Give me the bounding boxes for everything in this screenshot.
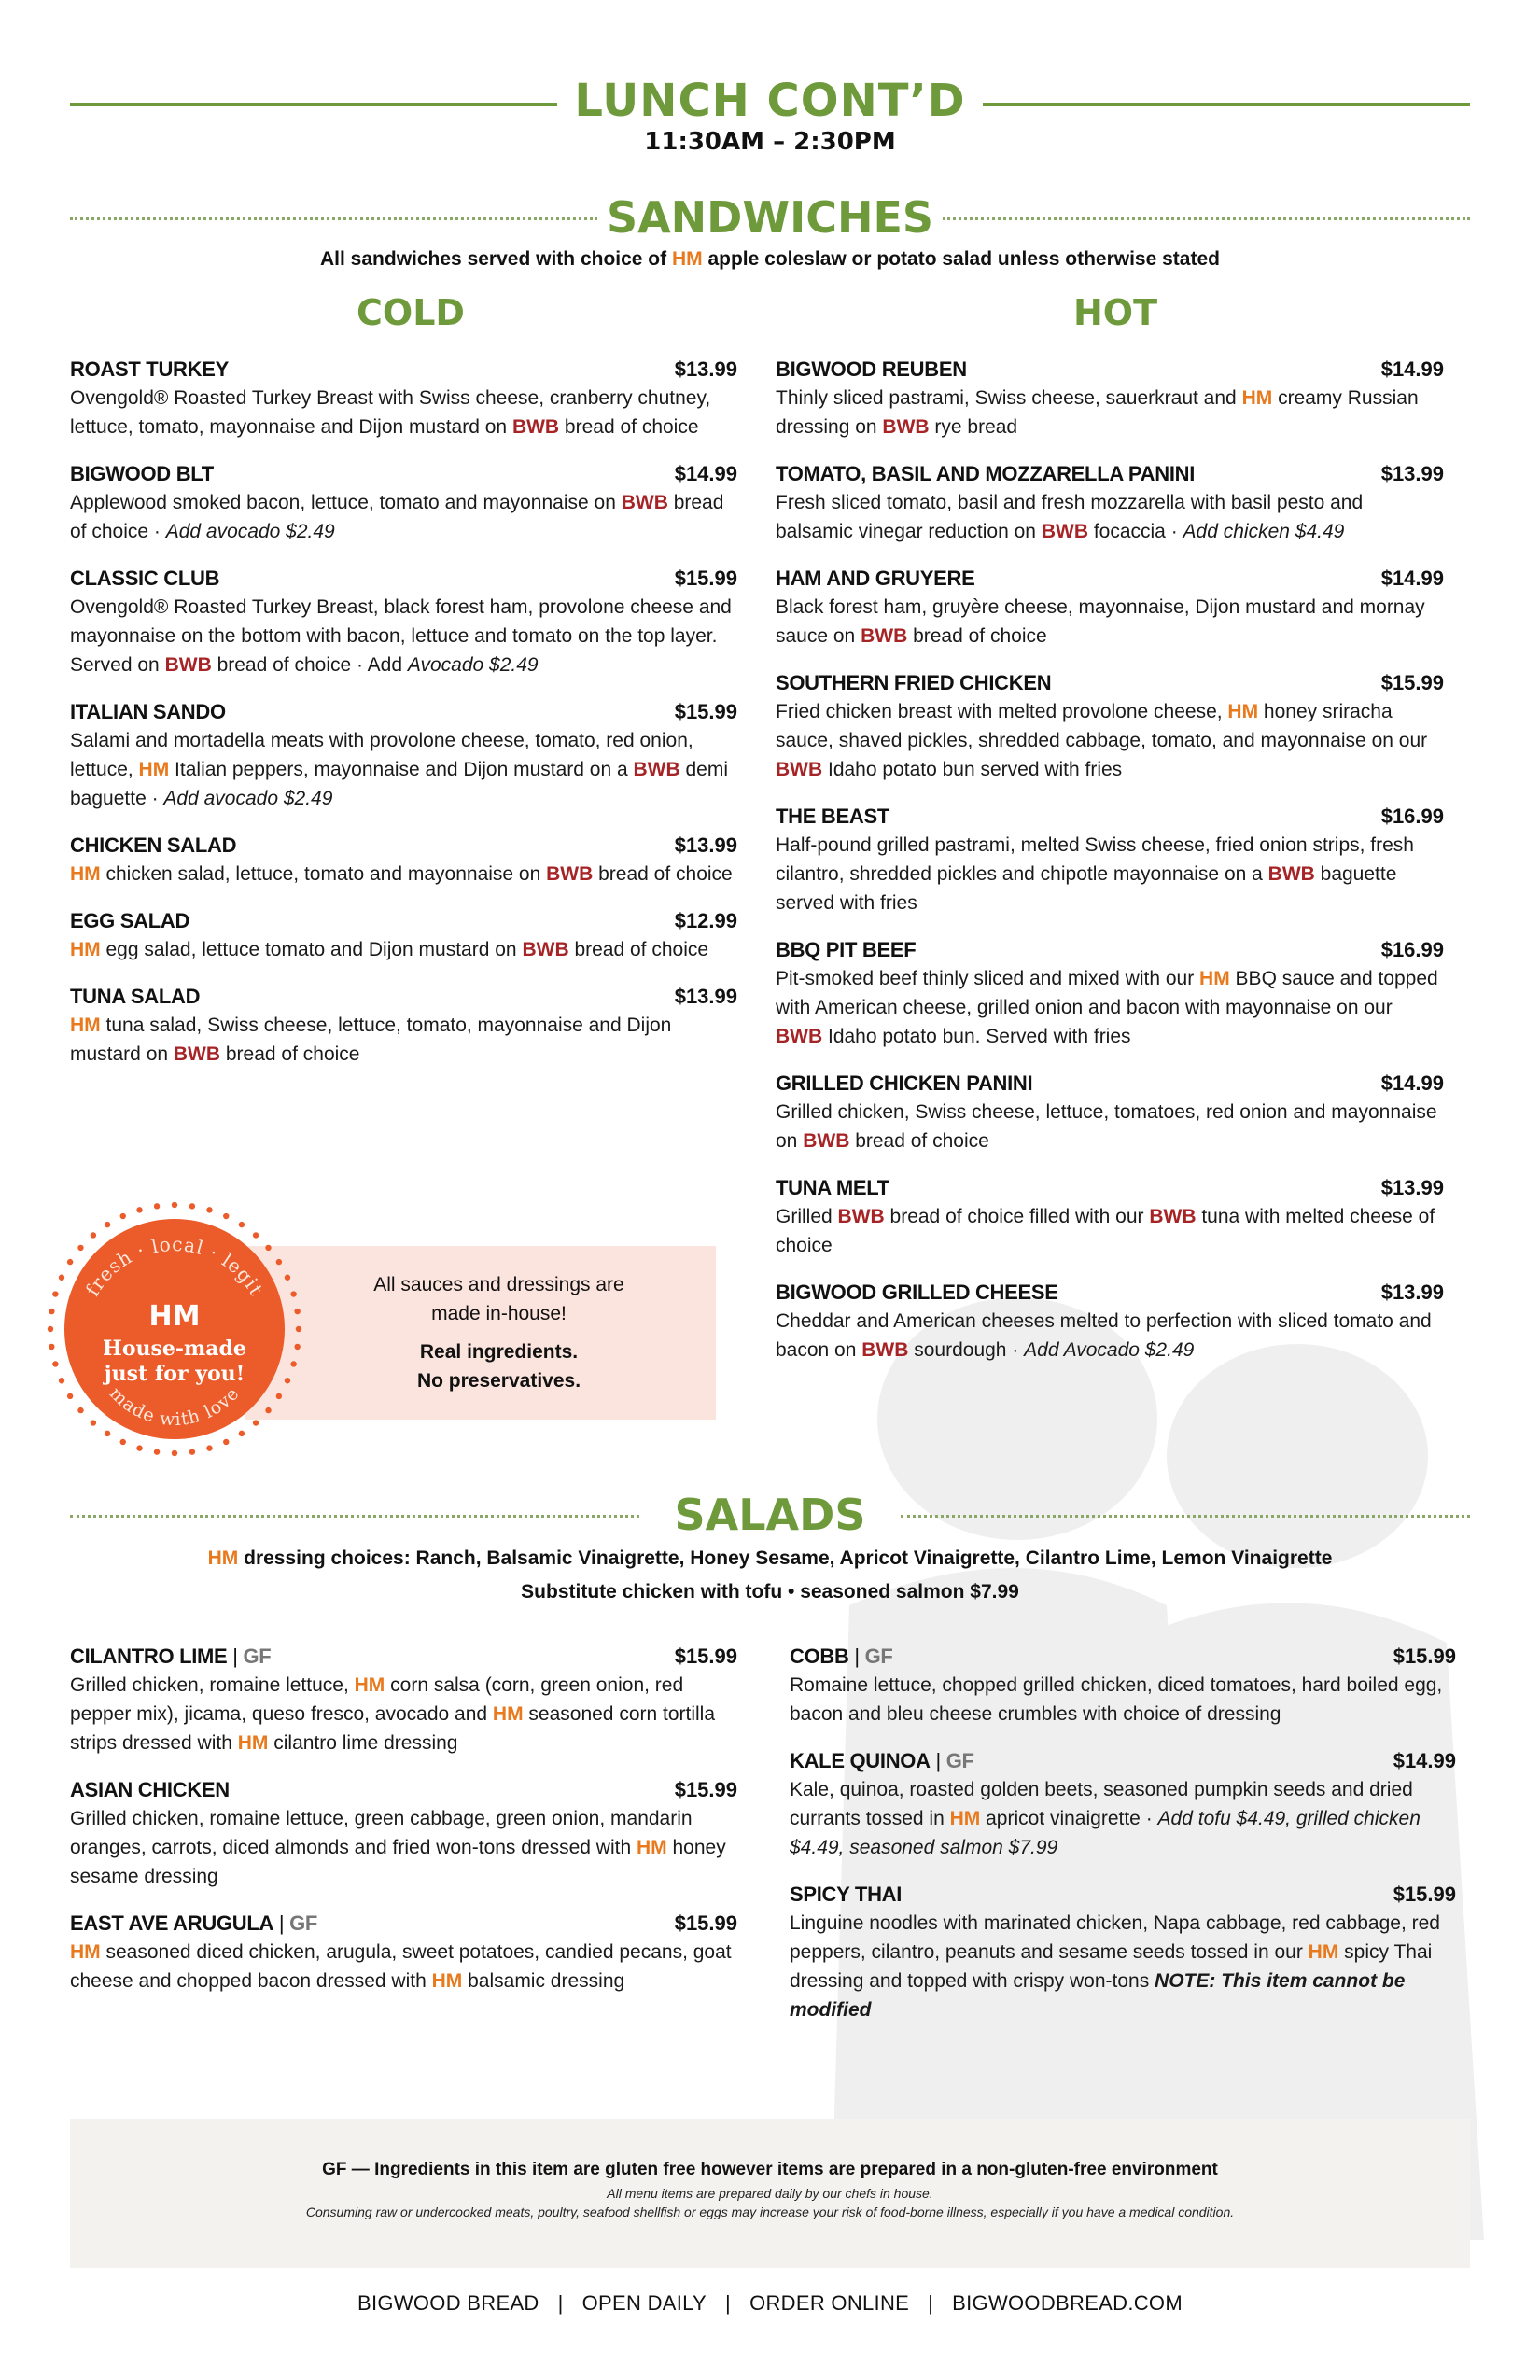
salad-list-left: [70, 1642, 737, 2013]
item-description: Black forest ham, gruyère cheese, mayonnaise, Dijon mustard and mornay sauce on BWB bread of choice: [776, 596, 1425, 647]
item-price: $13.99: [674, 357, 737, 381]
item-price: $15.99: [1380, 671, 1444, 694]
item-name: SOUTHERN FRIED CHICKEN: [776, 671, 1052, 694]
item-name: SPICY THAI: [790, 1883, 903, 1906]
page-title: LUNCH CONT’D: [574, 75, 966, 127]
item-name: THE BEAST: [776, 805, 889, 828]
item-price: $14.99: [1380, 357, 1444, 381]
gluten-free-badge: GF: [289, 1911, 318, 1935]
item-description: HM tuna salad, Swiss cheese, lettuce, tomato, mayonnaise and Dijon mustard on BWB bread of choice: [70, 1015, 672, 1065]
salad-list-right: [790, 1642, 1456, 2042]
promo-line-2: made in-house!: [431, 1303, 567, 1324]
item-description: Romaine lettuce, chopped grilled chicken, diced tomatoes, hard boiled egg, bacon and bleu cheese crumbles with choice of dressing: [790, 1674, 1443, 1725]
menu-item: [790, 1746, 1456, 1862]
item-name: BIGWOOD BLT: [70, 462, 214, 485]
header-rule-left: [70, 103, 557, 106]
item-price: $16.99: [1380, 805, 1444, 828]
dotted-rule-right: [943, 217, 1470, 220]
cold-heading: COLD: [357, 292, 465, 333]
menu-item: [776, 935, 1444, 1051]
footer-item[interactable]: BIGWOODBREAD.COM: [952, 2291, 1183, 2315]
promo-line-4: No preservatives.: [416, 1370, 581, 1392]
lunch-hours: 11:30AM – 2:30PM: [644, 128, 896, 156]
item-price: $13.99: [1380, 1281, 1444, 1304]
footer-bar: BIGWOOD BREAD | OPEN DAILY | ORDER ONLINE | BIGWOODBREAD.COM: [357, 2291, 1183, 2315]
item-description: Salami and mortadella meats with provolone cheese, tomato, red onion, lettuce, HM Italian peppers, mayonnaise and Dijon mustard on a BWB demi baguette · Add avocado $2.49: [70, 730, 729, 809]
item-name: TUNA SALAD: [70, 985, 201, 1008]
item-name: HAM AND GRUYERE: [776, 567, 975, 590]
item-price: $15.99: [674, 700, 737, 723]
dotted-rule-left: [70, 217, 597, 220]
item-price: $14.99: [674, 462, 737, 485]
hot-sandwich-list: [776, 355, 1444, 1382]
svg-text:fresh · local · legit: fresh · local · legit: [80, 1232, 269, 1300]
gf-disclaimer: GF — Ingredients in this item are gluten free however items are prepared in a non-gluten-free environment: [322, 2160, 1218, 2179]
item-name: CLASSIC CLUB: [70, 567, 220, 590]
page-header: [70, 75, 1470, 157]
item-description: Grilled chicken, Swiss cheese, lettuce, tomatoes, red onion and mayonnaise on BWB bread of choice: [776, 1101, 1437, 1152]
item-name: BBQ PIT BEEF: [776, 938, 917, 961]
menu-item: [70, 355, 737, 441]
item-description: Applewood smoked bacon, lettuce, tomato and mayonnaise on BWB bread of choice · Add avocado $2.49: [70, 492, 724, 542]
menu-item: [776, 668, 1444, 784]
item-name: EAST AVE ARUGULA | GF: [70, 1911, 318, 1935]
house-made-promo: [245, 1246, 716, 1420]
salads-header: [70, 1489, 1470, 1608]
cold-sandwich-list: [70, 355, 737, 1086]
item-price: $15.99: [1393, 1883, 1456, 1906]
item-name: TOMATO, BASIL AND MOZZARELLA PANINI: [776, 462, 1196, 485]
svg-text:just for you!: just for you!: [104, 1362, 245, 1386]
prepared-daily-note: All menu items are prepared daily by our chefs in house.: [607, 2186, 933, 2201]
item-description: Kale, quinoa, roasted golden beets, seasoned pumpkin seeds and dried currants tossed in HM apricot vinaigrette · Add tofu $4.49, grilled chicken $4.49, seasoned salmon $7.99: [790, 1779, 1421, 1858]
svg-text:HM: HM: [148, 1300, 201, 1333]
menu-item: [70, 831, 737, 889]
item-price: $15.99: [674, 567, 737, 590]
item-name: COBB | GF: [790, 1645, 893, 1668]
footer-item: OPEN DAILY: [581, 2291, 707, 2315]
item-description: Linguine noodles with marinated chicken, Napa cabbage, red cabbage, red peppers, cilantro, peanuts and sesame seeds tossed in our HM spicy Thai dressing and topped with crispy won-tons NOTE: This item cannot be modified: [790, 1912, 1440, 2021]
food-safety-warning: Consuming raw or undercooked meats, poultry, seafood shellfish or eggs may increase your risk of food-borne illness, especially if you have a medical condition.: [305, 2205, 1235, 2219]
disclaimer-panel: [70, 2119, 1470, 2268]
dotted-rule-left: [70, 1515, 639, 1518]
svg-text:made with love: made with love: [105, 1382, 244, 1431]
item-name: GRILLED CHICKEN PANINI: [776, 1071, 1033, 1095]
item-description: Fried chicken breast with melted provolone cheese, HM honey sriracha sauce, shaved pickles, shredded cabbage, tomato, and mayonnaise on our BWB Idaho potato bun served with fries: [776, 701, 1428, 780]
item-name: ROAST TURKEY: [70, 357, 229, 381]
item-price: $14.99: [1380, 567, 1444, 590]
menu-item: [70, 906, 737, 964]
item-description: HM egg salad, lettuce tomato and Dijon mustard on BWB bread of choice: [70, 939, 709, 960]
item-name: EGG SALAD: [70, 909, 190, 932]
hot-heading: HOT: [1072, 292, 1158, 333]
item-description: Ovengold® Roasted Turkey Breast with Swiss cheese, cranberry chutney, lettuce, tomato, mayonnaise and Dijon mustard on BWB bread of choice: [70, 387, 711, 438]
footer-item: BIGWOOD BREAD: [357, 2291, 539, 2315]
item-name: CILANTRO LIME | GF: [70, 1645, 272, 1668]
item-price: $12.99: [674, 909, 737, 932]
item-name: ASIAN CHICKEN: [70, 1778, 230, 1801]
house-made-badge-icon: [45, 1199, 304, 1459]
item-price: $14.99: [1393, 1749, 1456, 1772]
item-description: Pit-smoked beef thinly sliced and mixed with our HM BBQ sauce and topped with American cheese, grilled onion and bacon with mayonnaise on our BWB Idaho potato bun. Served with fries: [776, 968, 1438, 1047]
item-name: TUNA MELT: [776, 1176, 889, 1199]
menu-item: [790, 1642, 1456, 1729]
menu-item: [70, 982, 737, 1069]
menu-item: [776, 355, 1444, 441]
promo-line-1: All sauces and dressings are: [373, 1274, 624, 1295]
sandwiches-header: [70, 191, 1470, 275]
menu-item: [70, 697, 737, 813]
item-description: Cheddar and American cheeses melted to perfection with sliced tomato and bacon on BWB sourdough · Add Avocado $2.49: [776, 1310, 1432, 1361]
item-name: CHICKEN SALAD: [70, 833, 237, 857]
item-description: Grilled BWB bread of choice filled with our BWB tuna with melted cheese of choice: [776, 1206, 1435, 1256]
menu-item: [70, 1909, 737, 1995]
item-price: $14.99: [1380, 1071, 1444, 1095]
item-price: $15.99: [674, 1778, 737, 1801]
header-rule-right: [983, 103, 1470, 106]
item-name: KALE QUINOA | GF: [790, 1749, 974, 1772]
menu-item: [70, 1775, 737, 1891]
menu-item: [790, 1880, 1456, 2024]
menu-item: [70, 564, 737, 679]
item-description: Ovengold® Roasted Turkey Breast, black forest ham, provolone cheese and mayonnaise on the bottom with bacon, lettuce and tomato on the top layer. Served on BWB bread of choice · Add Avocado $2.49: [70, 596, 732, 676]
dotted-rule-right: [901, 1515, 1470, 1518]
item-description: HM seasoned diced chicken, arugula, sweet potatoes, candied pecans, goat cheese and chopped bacon dressed with HM balsamic dressing: [70, 1941, 732, 1992]
item-price: $13.99: [1380, 462, 1444, 485]
item-price: $13.99: [674, 985, 737, 1008]
gluten-free-badge: GF: [864, 1645, 893, 1668]
section-title-sandwiches: SANDWICHES: [606, 192, 934, 243]
item-price: $15.99: [1393, 1645, 1456, 1668]
gluten-free-badge: GF: [243, 1645, 272, 1668]
menu-item: [70, 1642, 737, 1757]
item-price: $13.99: [674, 833, 737, 857]
item-price: $16.99: [1380, 938, 1444, 961]
item-name: BIGWOOD REUBEN: [776, 357, 967, 381]
item-description: HM chicken salad, lettuce, tomato and mayonnaise on BWB bread of choice: [70, 863, 733, 885]
footer-item[interactable]: ORDER ONLINE: [749, 2291, 910, 2315]
menu-item: [776, 1278, 1444, 1365]
menu-item: [776, 1173, 1444, 1260]
item-name: ITALIAN SANDO: [70, 700, 226, 723]
menu-item: [776, 802, 1444, 917]
salads-substitute-note: Substitute chicken with tofu • seasoned salmon $7.99: [521, 1581, 1019, 1603]
item-description: Fresh sliced tomato, basil and fresh mozzarella with basil pesto and balsamic vinegar reduction on BWB focaccia · Add chicken $4.49: [776, 492, 1364, 542]
menu-item: [70, 459, 737, 546]
sandwiches-subtitle: All sandwiches served with choice of HM apple coleslaw or potato salad unless otherwise stated: [320, 248, 1220, 270]
menu-item: [776, 459, 1444, 546]
item-name: BIGWOOD GRILLED CHEESE: [776, 1281, 1058, 1304]
svg-text:House-made: House-made: [103, 1337, 246, 1361]
gluten-free-badge: GF: [945, 1749, 974, 1772]
item-price: $15.99: [674, 1911, 737, 1935]
promo-line-3: Real ingredients.: [419, 1341, 579, 1363]
menu-item: [776, 1069, 1444, 1155]
section-title-salads: SALADS: [674, 1490, 866, 1540]
item-price: $15.99: [674, 1645, 737, 1668]
item-description: Thinly sliced pastrami, Swiss cheese, sauerkraut and HM creamy Russian dressing on BWB rye bread: [776, 387, 1419, 438]
item-description: Grilled chicken, romaine lettuce, green cabbage, green onion, mandarin oranges, carrots, diced almonds and fried won-tons dressed with HM honey sesame dressing: [70, 1808, 726, 1887]
item-description: Half-pound grilled pastrami, melted Swiss cheese, fried onion strips, fresh cilantro, shredded pickles and chipotle mayonnaise on a BWB baguette served with fries: [776, 834, 1414, 914]
menu-item: [776, 564, 1444, 651]
item-description: Grilled chicken, romaine lettuce, HM corn salsa (corn, green onion, red pepper mix), jicama, queso fresco, avocado and HM seasoned corn tortilla strips dressed with HM cilantro lime dressing: [70, 1674, 716, 1754]
item-price: $13.99: [1380, 1176, 1444, 1199]
salads-dressing-choices: HM dressing choices: Ranch, Balsamic Vinaigrette, Honey Sesame, Apricot Vinaigrette, Cilantro Lime, Lemon Vinaigrette: [207, 1547, 1333, 1569]
